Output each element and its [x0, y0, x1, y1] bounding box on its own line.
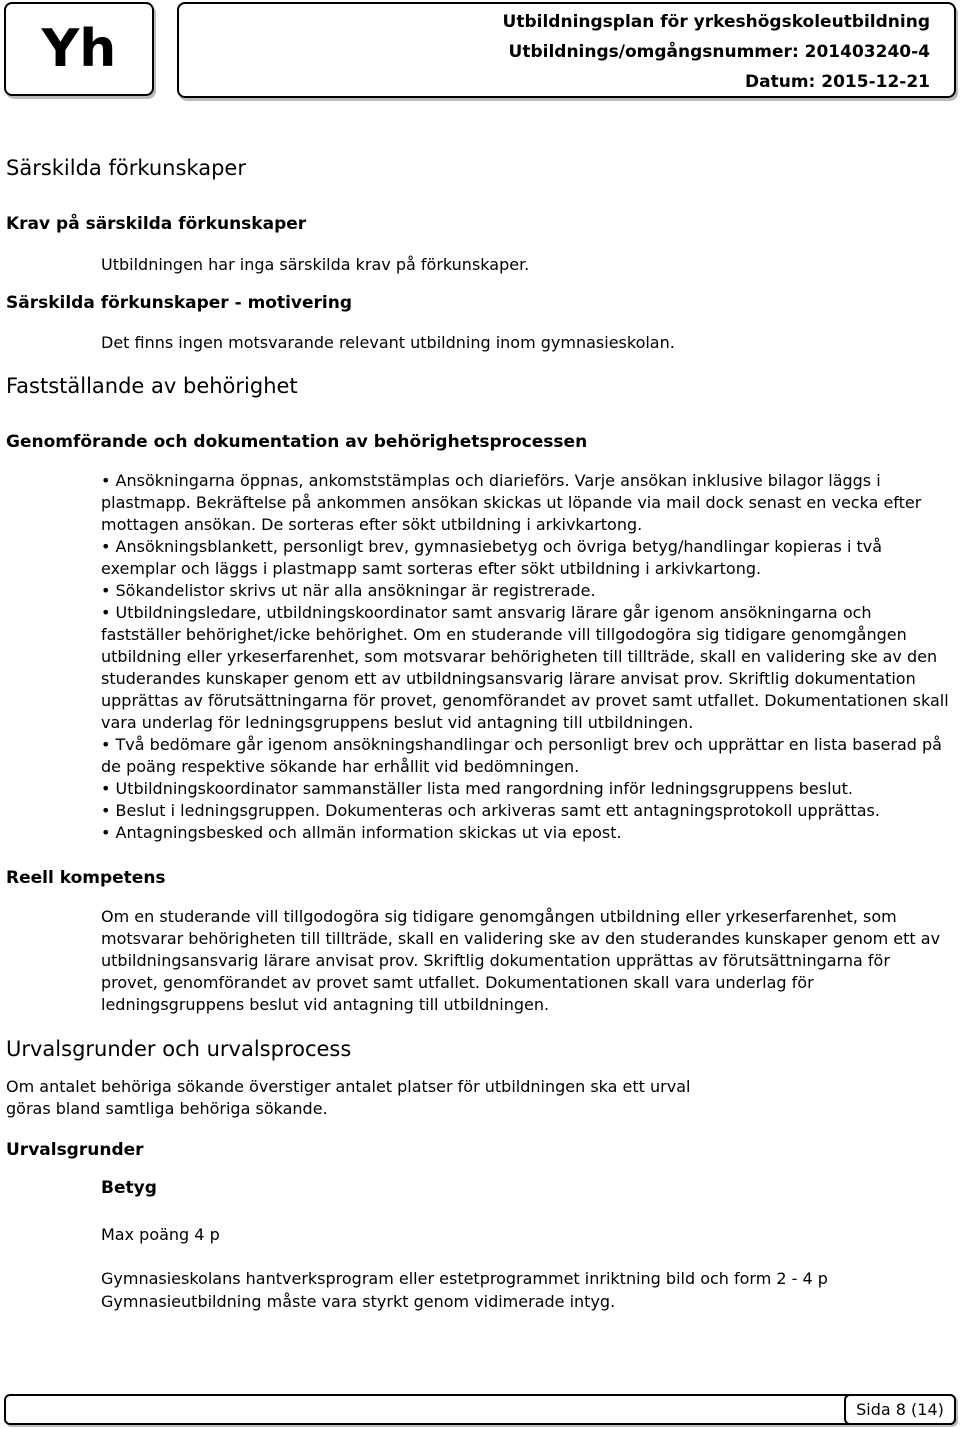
- grade-text-1: Gymnasieskolans hantverksprogram eller estetprogrammet inriktning bild och form 2 - 4 p: [101, 1269, 828, 1288]
- section-heading-selection: Urvalsgrunder och urvalsprocess: [6, 1037, 352, 1061]
- req-text: Utbildningen har inga särskilda krav på förkunskaper.: [101, 255, 530, 274]
- page-number: [844, 1394, 956, 1425]
- process-bullet-list: [101, 470, 951, 844]
- subheading-motivation: Särskilda förkunskaper - motivering: [6, 293, 353, 313]
- subheading-real-competence: Reell kompetens: [6, 868, 166, 888]
- logo-text: Yh: [41, 19, 117, 79]
- education-number: Utbildnings/omgångsnummer: 201403240-4: [508, 42, 930, 62]
- list-item: • Ansökningsblankett, personligt brev, gymnasiebetyg och övriga betyg/handlingar kopieras i två exemplar och läggs i plastmapp samt sorteras efter sökt utbildning i arkivkartong.: [101, 537, 883, 578]
- section-heading-eligibility: Fastställande av behörighet: [6, 374, 298, 398]
- max-points: Max poäng 4 p: [101, 1225, 220, 1244]
- section-heading-special-prereq: Särskilda förkunskaper: [6, 156, 246, 180]
- list-item: • Ansökningarna öppnas, ankomststämplas och diarieförs. Varje ansökan inklusive bilagor läggs i plastmapp. Bekräftelse på ankommen ansökan skickas ut löpande via mail dock senast en vecka efter mottagen ansökan. De sorteras efter sökt utbildning i arkivkartong.: [101, 471, 922, 534]
- document-title: Utbildningsplan för yrkeshögskoleutbildning: [502, 12, 930, 32]
- grade-heading: Betyg: [101, 1178, 157, 1198]
- subheading-process: Genomförande och dokumentation av behörighetsprocessen: [6, 432, 588, 452]
- real-competence-text: Om en studerande vill tillgodogöra sig tidigare genomgången utbildning eller yrkeserfarenhet, som motsvarar behörigheten till tillträde, skall en validering ske av den studerandes kunskaper genom ett av utbildningsansvarig lärare anvisat prov. Skriftlig dokumentation upprättas av förutsättningarna för provet, genomförandet av provet samt utfallet. Dokumentationen skall vara underlag för ledningsgruppens beslut vid antagning till utbildningen.: [101, 907, 941, 1014]
- list-item: • Två bedömare går igenom ansökningshandlingar och personligt brev och upprättar en lista baserad på de poäng respektive sökande har erhållit vid bedömningen.: [101, 735, 942, 776]
- grade-text-2: Gymnasieutbildning måste vara styrkt genom vidimerade intyg.: [101, 1292, 616, 1311]
- document-date: Datum: 2015-12-21: [745, 72, 930, 92]
- subheading-req: Krav på särskilda förkunskaper: [6, 214, 307, 234]
- page-footer: [4, 1394, 956, 1425]
- list-item: • Utbildningskoordinator sammanställer lista med rangordning inför ledningsgruppens beslut.: [101, 779, 854, 798]
- list-item: • Antagningsbesked och allmän information skickas ut via epost.: [101, 823, 622, 842]
- yh-logo: [4, 2, 154, 96]
- subheading-grounds: Urvalsgrunder: [6, 1140, 144, 1160]
- page-number-label: Sida 8 (14): [856, 1400, 944, 1419]
- motivation-text: Det finns ingen motsvarande relevant utbildning inom gymnasieskolan.: [101, 333, 675, 352]
- list-item: • Beslut i ledningsgruppen. Dokumenteras och arkiveras samt ett antagningsprotokoll upprättas.: [101, 801, 880, 820]
- document-header: [177, 2, 956, 98]
- list-item: • Sökandelistor skrivs ut när alla ansökningar är registrerade.: [101, 581, 596, 600]
- list-item: • Utbildningsledare, utbildningskoordinator samt ansvarig lärare går igenom ansökningarna och fastställer behörighet/icke behörighet. Om en studerande vill tillgodogöra sig tidigare genomgången utbildning eller yrkeserfarenhet, som motsvarar behörigheten till tillträde, skall en validering ske av den studerandes kunskaper genom ett av utbildningsansvarig lärare anvisat prov. Skriftlig dokumentation upprättas av förutsättningarna för provet, genomförandet av provet samt utfallet. Dokumentationen skall vara underlag för ledningsgruppens beslut vid antagning till utbildningen.: [101, 603, 949, 732]
- selection-intro: Om antalet behöriga sökande överstiger antalet platser för utbildningen ska ett urval göras bland samtliga behöriga sökande.: [6, 1077, 691, 1118]
